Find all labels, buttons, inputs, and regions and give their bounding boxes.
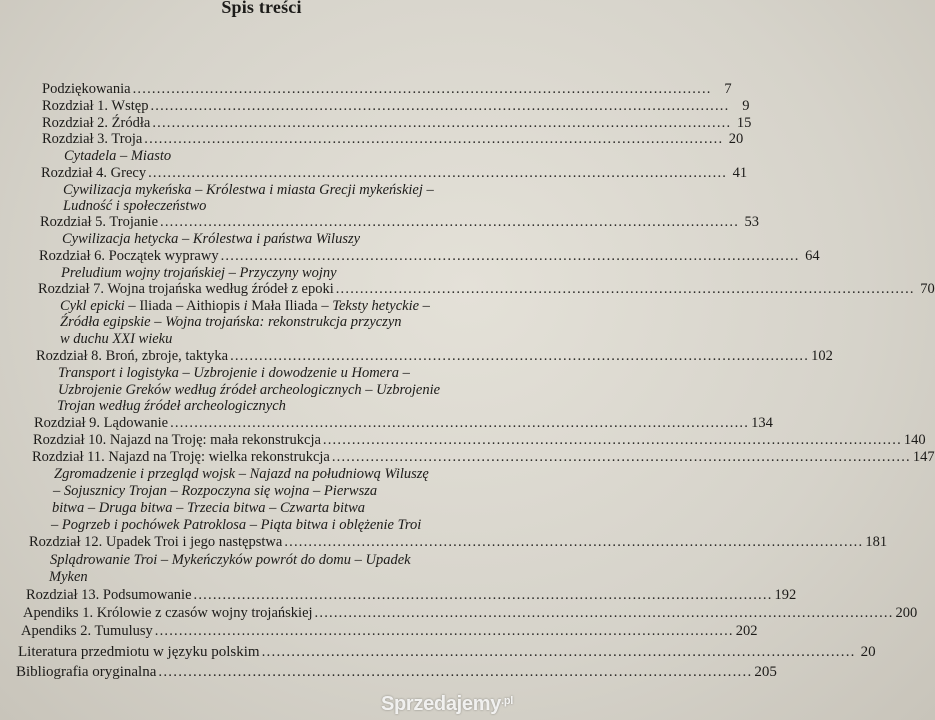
entry-page: 181	[865, 534, 888, 550]
entry-page: 192	[774, 587, 797, 603]
leader-dots: ........................................................................................................................	[160, 214, 740, 230]
leader-dots: ........................................................................................................................	[261, 644, 856, 660]
leader-dots: ........................................................................................................................	[230, 348, 810, 364]
entry-label: Podziękowania	[42, 81, 131, 97]
entry-page: 64	[805, 248, 820, 264]
toc-entry	[16, 664, 777, 681]
toc-entry	[40, 214, 760, 231]
leader-dots: ........................................................................................................................	[314, 605, 894, 621]
entry-page: 200	[895, 605, 918, 621]
toc-entry	[26, 587, 797, 604]
leader-dots: ........................................................................................................................	[158, 664, 753, 680]
entry-label: Apendiks 1. Królowie z czasów wojny trojańskiej	[23, 605, 313, 621]
toc-subentry: Cywilizacja mykeńska – Królestwa i miasta Grecji mykeńskiej –	[63, 182, 434, 198]
leader-dots: ........................................................................................................................	[152, 115, 732, 131]
entry-page: 134	[751, 415, 773, 431]
sub-part: i	[243, 298, 252, 314]
toc-entry	[42, 98, 750, 115]
toc-subentry: Uzbrojenie Greków według źródeł archeologicznych – Uzbrojenie	[58, 382, 441, 398]
toc-subentry: Preludium wojny trojańskiej – Przyczyny wojny	[61, 265, 337, 281]
leader-dots: ........................................................................................................................	[331, 449, 911, 465]
toc-subentry	[60, 298, 430, 315]
watermark-suffix: .pl	[501, 695, 513, 707]
entry-label: Rozdział 12. Upadek Troi i jego następstwa	[29, 534, 283, 550]
entry-label: Rozdział 10. Najazd na Troję: mała rekonstrukcja	[33, 432, 321, 448]
entry-label: Literatura przedmiotu w języku polskim	[18, 644, 260, 660]
toc-subentry: Cytadela – Miasto	[64, 148, 172, 164]
toc-entry	[39, 248, 820, 265]
entry-label: Apendiks 2. Tumulusy	[21, 623, 153, 639]
sub-part: Iliada – Aithiopis	[139, 298, 244, 314]
toc-subentry: – Pogrzeb i pochówek Patroklosa – Piąta bitwa i oblężenie Troi	[51, 517, 422, 533]
leader-dots: ........................................................................................................................	[322, 432, 902, 448]
toc-entry	[42, 81, 732, 98]
toc-subentry: Splądrowanie Troi – Mykeńczyków powrót do domu – Upadek	[50, 552, 411, 568]
entry-page: 7	[724, 81, 732, 97]
leader-dots: ........................................................................................................................	[132, 81, 712, 97]
toc-subentry: Źródła egipskie – Wojna trojańska: rekonstrukcja przyczyn	[60, 314, 402, 330]
entry-label: Rozdział 4. Grecy	[41, 165, 147, 181]
leader-dots: ........................................................................................................................	[170, 415, 750, 431]
toc-subentry: Transport i logistyka – Uzbrojenie i dowodzenie u Homera –	[58, 365, 410, 381]
toc-entry	[41, 165, 748, 182]
toc-entry	[34, 415, 773, 432]
leader-dots: ........................................................................................................................	[193, 587, 773, 603]
entry-page: 15	[736, 115, 752, 131]
toc-subentry: – Sojusznicy Trojan – Rozpoczyna się wojna – Pierwsza	[53, 483, 378, 499]
entry-page: 140	[903, 432, 926, 448]
leader-dots: ........................................................................................................................	[154, 623, 734, 639]
toc-subentry: Cywilizacja hetycka – Królestwa i państwa Wiluszy	[62, 231, 361, 247]
toc-entry	[42, 131, 744, 148]
entry-page: 41	[732, 165, 748, 181]
entry-label: Rozdział 8. Broń, zbroje, taktyka	[36, 348, 229, 364]
toc-entry	[38, 281, 935, 298]
entry-label: Bibliografia oryginalna	[16, 664, 157, 680]
leader-dots: ........................................................................................................................	[335, 281, 915, 297]
entry-label: Rozdział 11. Najazd na Troję: wielka rekonstrukcja	[32, 449, 330, 465]
entry-label: Rozdział 5. Trojanie	[40, 214, 159, 230]
toc-subentry: Zgromadzenie i przegląd wojsk – Najazd na południową Wiluszę	[54, 466, 429, 482]
toc-subentry: Ludność i społeczeństwo	[63, 198, 207, 214]
entry-label: Rozdział 13. Podsumowanie	[26, 587, 192, 603]
entry-label: Rozdział 3. Troja	[42, 131, 143, 147]
watermark-text: Sprzedajemy	[380, 693, 502, 715]
toc-subentry: bitwa – Druga bitwa – Trzecia bitwa – Czwarta bitwa	[52, 500, 366, 516]
sub-part: Mała Iliada	[251, 298, 318, 314]
watermark-logo	[381, 693, 513, 716]
leader-dots: ........................................................................................................................	[284, 534, 864, 550]
entry-page: 202	[735, 623, 758, 639]
leader-dots: ........................................................................................................................	[220, 248, 800, 264]
entry-label: Rozdział 1. Wstęp	[42, 98, 149, 114]
leader-dots: ........................................................................................................................	[148, 165, 728, 181]
toc-subentry: w duchu XXI wieku	[60, 331, 173, 347]
leader-dots: ........................................................................................................................	[144, 131, 724, 147]
entry-label: Rozdział 6. Początek wyprawy	[39, 248, 219, 264]
toc-subentry: Myken	[49, 569, 88, 585]
entry-page: 20	[728, 131, 744, 147]
entry-page: 205	[754, 664, 777, 680]
entry-page: 20	[860, 644, 876, 660]
page-title: Spis treści	[221, 0, 302, 17]
toc-entry	[36, 348, 833, 365]
toc-entry	[23, 605, 918, 622]
entry-label: Rozdział 7. Wojna trojańska według źródeł z epoki	[38, 281, 334, 297]
leader-dots: ........................................................................................................................	[150, 98, 730, 114]
entry-label: Rozdział 2. Źródła	[42, 115, 151, 131]
toc-entry	[32, 449, 935, 466]
toc-entry	[33, 432, 926, 449]
entry-page: 147	[912, 449, 935, 465]
toc-entry	[18, 644, 876, 661]
toc-entry	[42, 115, 752, 132]
entry-page: 9	[742, 98, 750, 114]
entry-label: Rozdział 9. Lądowanie	[34, 415, 169, 431]
toc-subentry: Trojan według źródeł archeologicznych	[57, 398, 286, 414]
sub-part: Cykl epicki –	[60, 298, 140, 314]
sub-part: – Teksty hetyckie –	[317, 298, 430, 314]
toc-entry	[29, 534, 888, 551]
toc-entry	[21, 623, 758, 640]
entry-page: 70	[920, 281, 935, 297]
entry-page: 53	[744, 214, 760, 230]
entry-page: 102	[811, 348, 833, 364]
